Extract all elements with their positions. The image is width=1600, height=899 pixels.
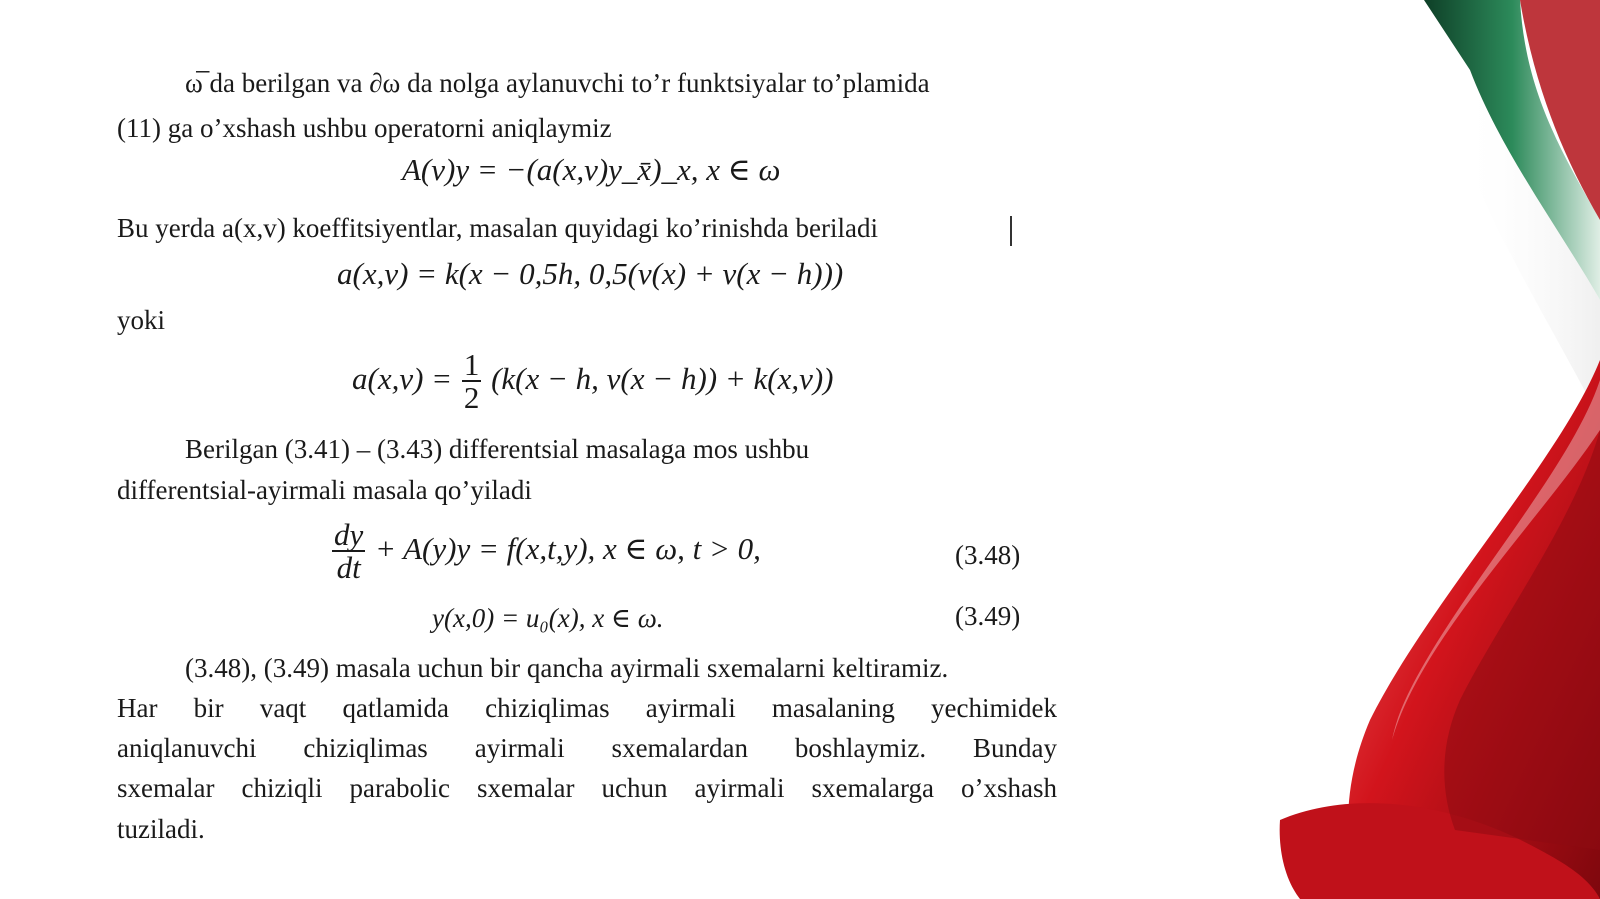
paragraph-line: Bu yerda a(x,v) koeffitsiyentlar, masalan quyidagi ko’rinishda beriladi [117,213,878,243]
text-cursor [1010,216,1012,246]
equation-number: (3.48) [955,540,1021,570]
equation-rhs: (k(x − h, v(x − h)) + k(x,v)) [491,361,834,397]
equation-initial-condition: y(x,0) = u₀(x), x ∈ ω. [432,603,664,633]
fraction-numerator: dy [334,517,364,552]
paragraph-line: differentsial-ayirmali masala qo’yiladi [117,475,532,505]
paragraph-line: (11) ga o’xshash ushbu operatorni aniqlaymiz [117,113,612,143]
paragraph-line: sxemalar chiziqli parabolic sxemalar uchun ayirmali sxemalarga o’xshash [117,773,1057,803]
fraction-denominator: 2 [463,380,480,415]
equation-coefficient-1: a(x,v) = k(x − 0,5h, 0,5(v(x) + v(x − h))) [337,256,844,291]
paragraph-line: tuziladi. [117,814,205,844]
equation-coefficient-2 [352,347,834,415]
paragraph-line: yoki [117,305,166,335]
paragraph-line: Har bir vaqt qatlamida chiziqlimas ayirmali masalaning yechimidek [117,693,1057,723]
fraction-dy-dt [332,517,365,585]
equation-operator: A(v)y = −(a(x,v)y_x̄)_x, x ∈ ω [402,152,781,187]
paragraph-line: aniqlanuvchi chiziqlimas ayirmali sxemalardan boshlaymiz. Bunday [117,733,1057,763]
fraction-numerator: 1 [463,347,480,382]
fraction-denominator: dt [336,550,361,585]
equation-number: (3.49) [955,601,1021,631]
paragraph-line: (3.48), (3.49) masala uchun bir qancha ayirmali sxemalarni keltiramiz. [185,653,949,683]
paragraph-line: ω̅ da berilgan va ∂ω da nolga aylanuvchi to’r funktsiyalar to’plamida [185,68,930,98]
equation-lhs: a(x,v) = [352,361,453,397]
paragraph-line: Berilgan (3.41) – (3.43) differentsial masalaga mos ushbu [185,434,810,464]
equation-differential [330,517,761,585]
fraction-one-half [462,347,482,415]
equation-rest: + A(y)y = f(x,t,y), x ∈ ω, t > 0, [375,531,761,567]
